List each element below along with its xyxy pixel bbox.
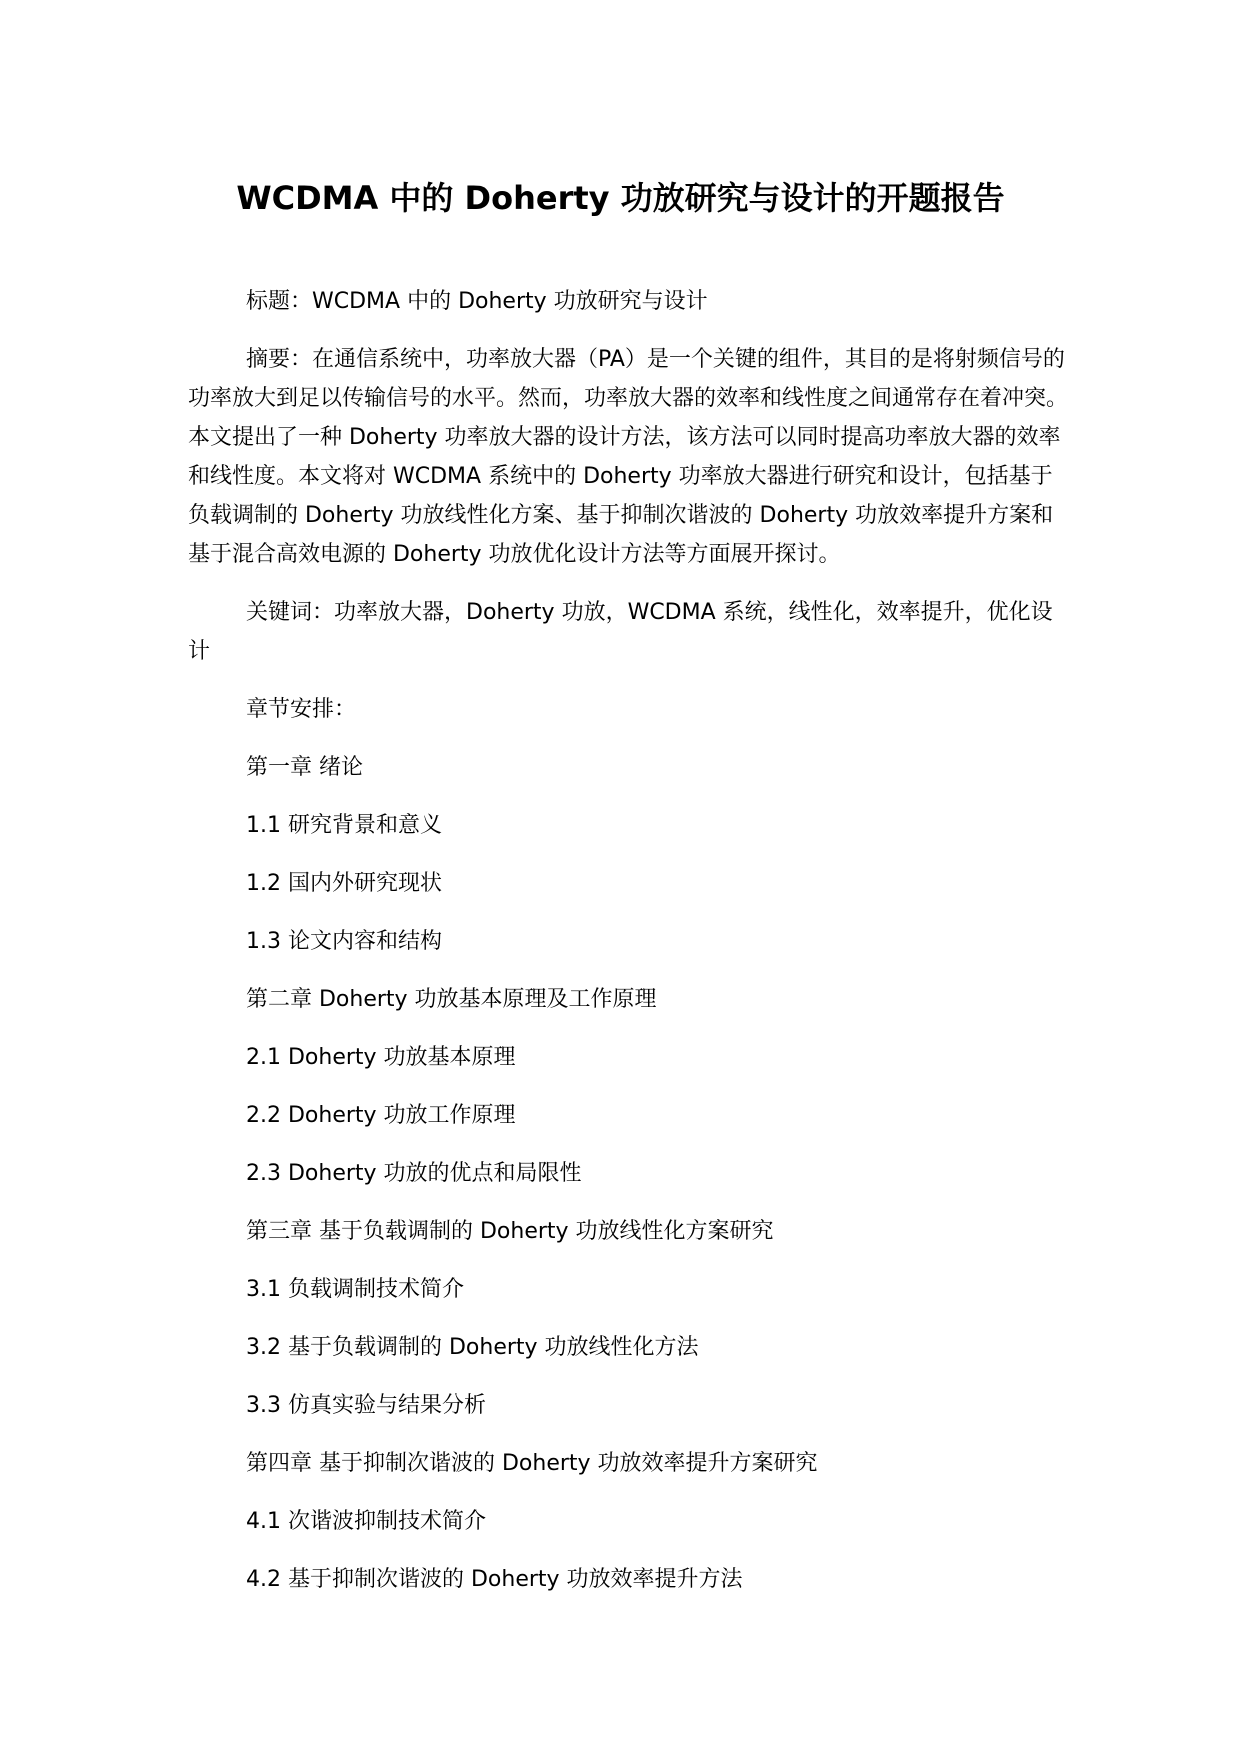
outline-item: 第一章 绪论 (246, 755, 363, 780)
outline-item: 4.2 基于抑制次谐波的 Doherty 功放效率提升方法 (246, 1567, 743, 1592)
outline-item: 3.2 基于负载调制的 Doherty 功放线性化方法 (246, 1335, 699, 1360)
subject-line: 标题：WCDMA 中的 Doherty 功放研究与设计 (246, 289, 708, 314)
outline-item: 1.2 国内外研究现状 (246, 871, 442, 896)
abstract-paragraph: 摘要：在通信系统中，功率放大器（PA）是一个关键的组件，其目的是将射频信号的功率放大到足以传输信号的水平。然而，功率放大器的效率和线性度之间通常存在着冲突。本文提出了一种 Doherty 功率放大器的设计方法，该方法可以同时提高功率放大器的效率和线性度。本文将对 WCDMA 系统中的 Doherty 功率放大器进行研究和设计，包括基于负载调制的 Doherty 功放线性化方案、基于抑制次谐波的 Doherty 功放效率提升方案和基于混合高效电源的 Doherty 功放优化设计方法等方面展开探讨。 (188, 347, 1069, 567)
outline-item: 第四章 基于抑制次谐波的 Doherty 功放效率提升方案研究 (246, 1451, 818, 1476)
outline-item: 2.2 Doherty 功放工作原理 (246, 1103, 516, 1128)
outline-item: 1.3 论文内容和结构 (246, 929, 442, 954)
outline-item: 1.1 研究背景和意义 (246, 813, 442, 838)
outline-item: 3.3 仿真实验与结果分析 (246, 1393, 486, 1418)
outline-item: 2.1 Doherty 功放基本原理 (246, 1045, 516, 1070)
outline-item: 第二章 Doherty 功放基本原理及工作原理 (246, 987, 657, 1012)
document-title: WCDMA 中的 Doherty 功放研究与设计的开题报告 (236, 179, 1005, 217)
keywords-paragraph: 关键词：功率放大器，Doherty 功放，WCDMA 系统，线性化，效率提升，优化设计 (188, 600, 1053, 664)
outline-item: 第三章 基于负载调制的 Doherty 功放线性化方案研究 (246, 1219, 774, 1244)
outline-item: 2.3 Doherty 功放的优点和局限性 (246, 1161, 582, 1186)
document-body (188, 282, 1068, 1618)
outline-item: 3.1 负载调制技术简介 (246, 1277, 464, 1302)
outline-heading: 章节安排： (246, 697, 357, 722)
chapter-outline (188, 690, 1068, 1599)
outline-item: 4.1 次谐波抑制技术简介 (246, 1509, 486, 1534)
